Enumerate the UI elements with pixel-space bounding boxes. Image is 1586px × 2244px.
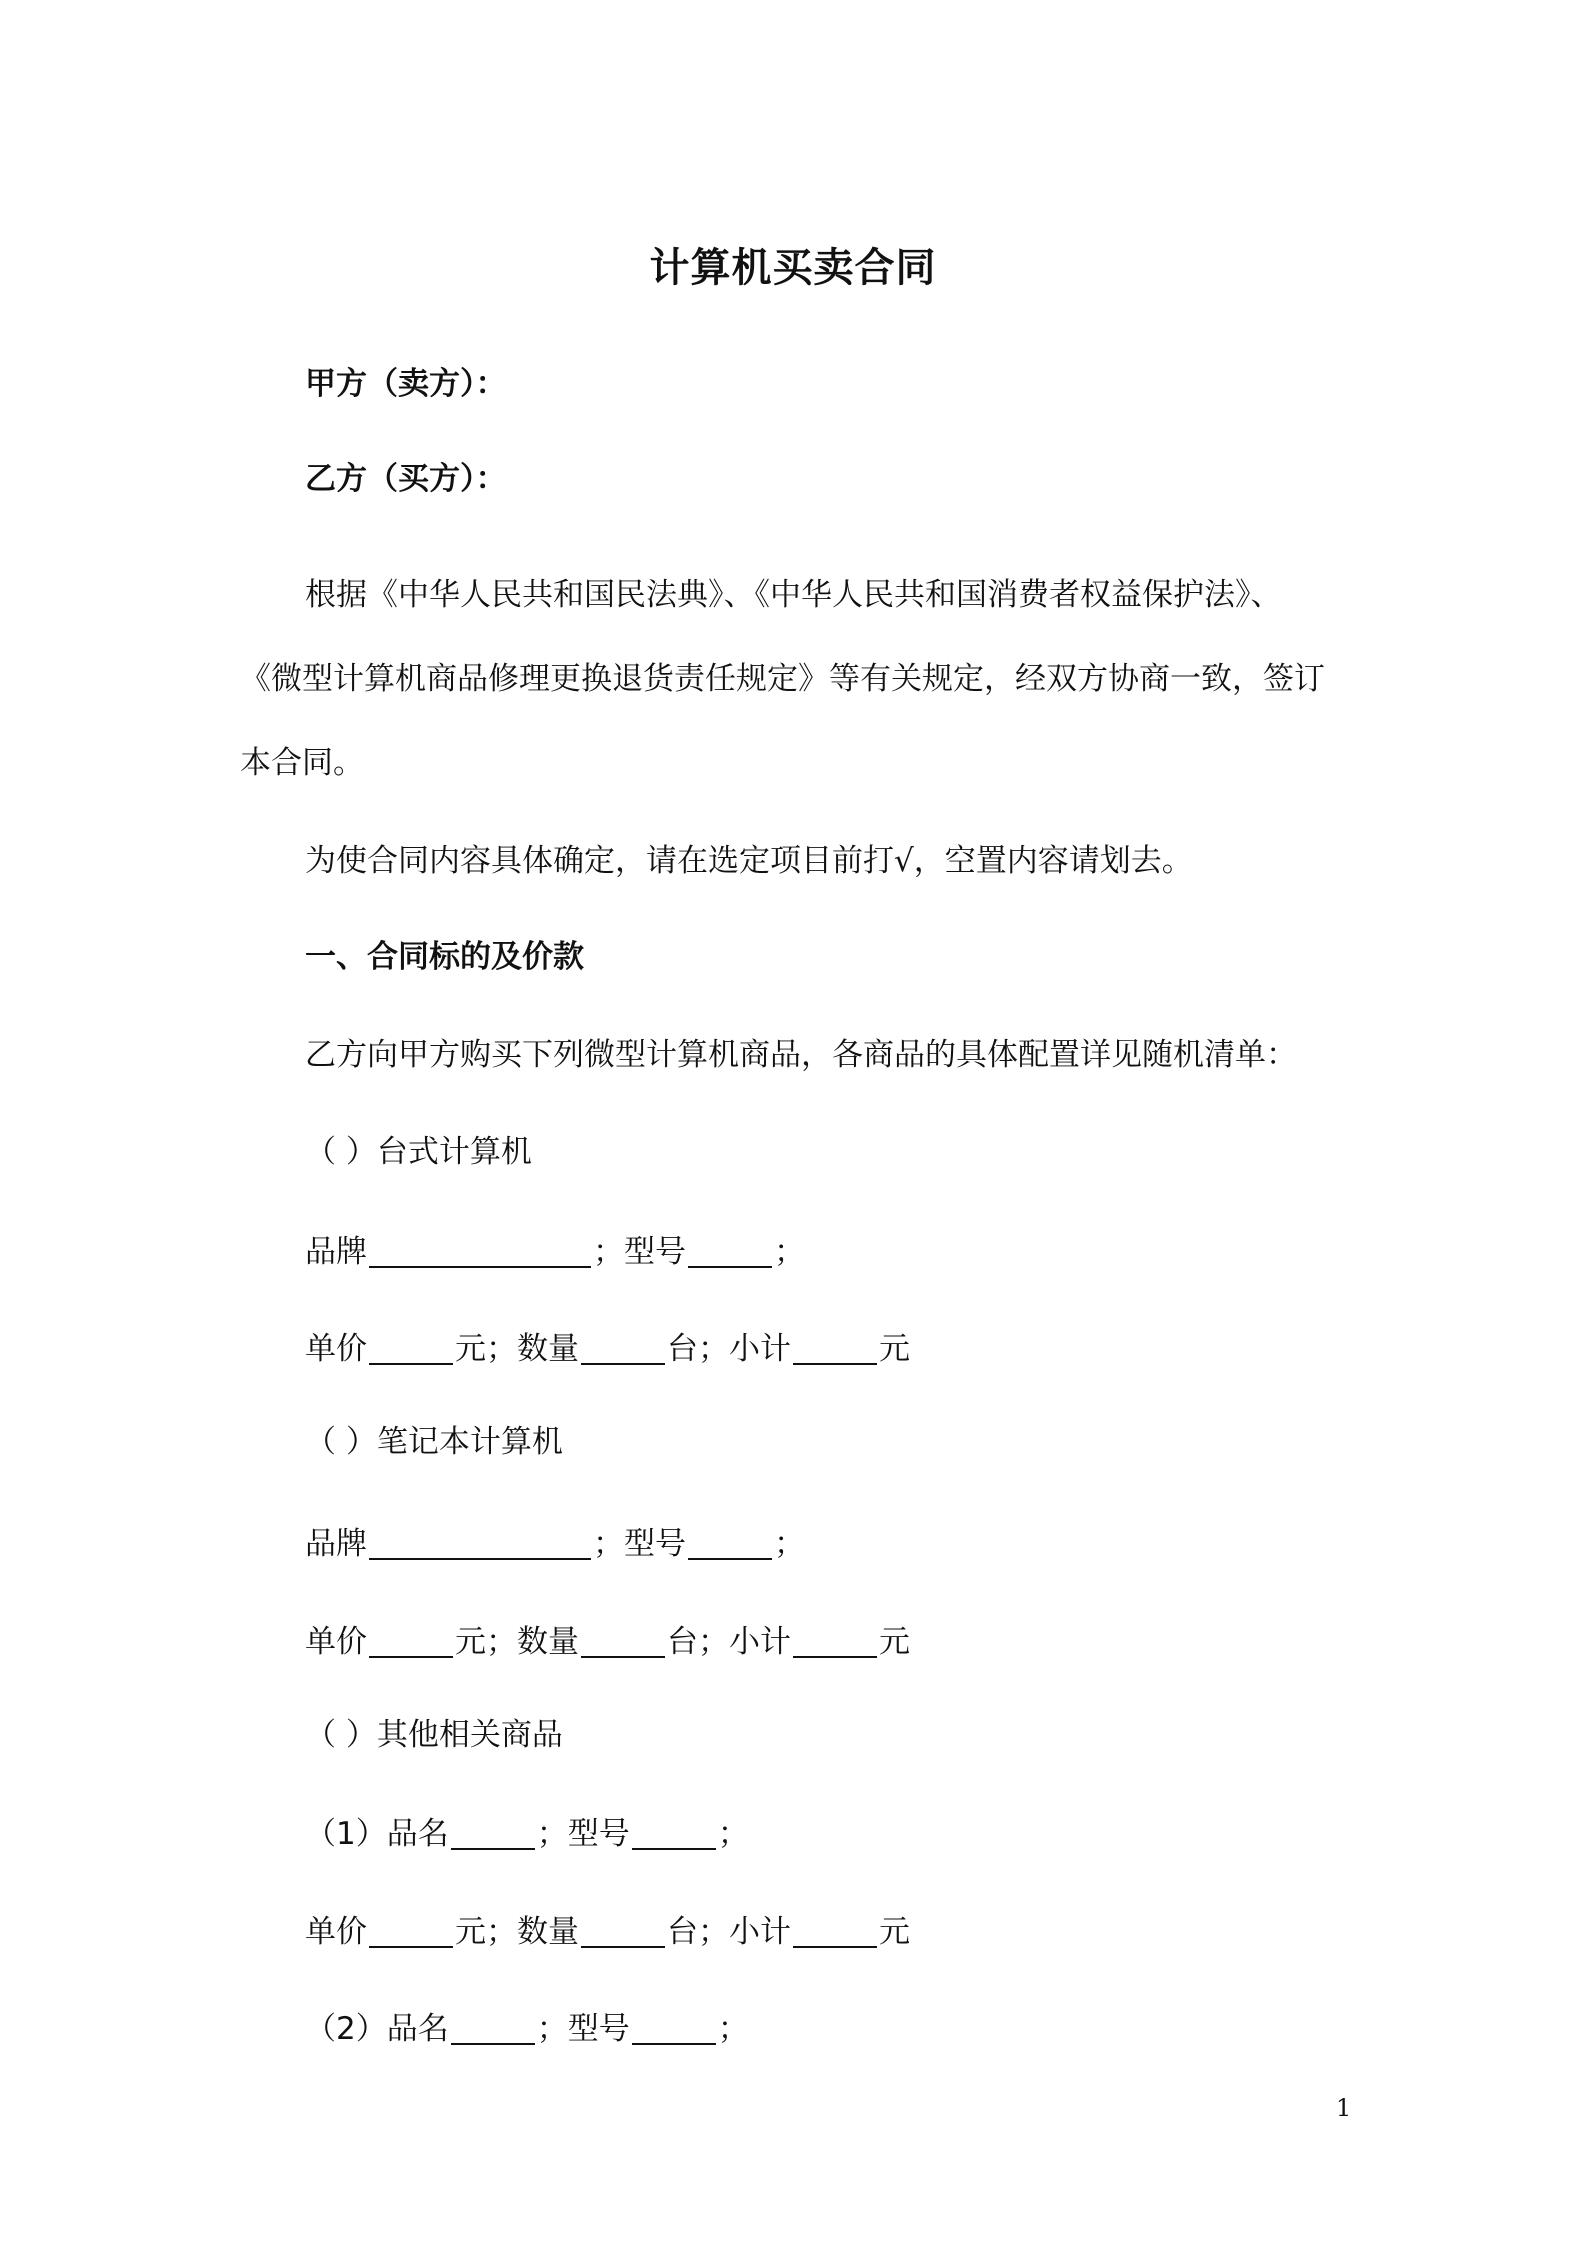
subtotal-blank[interactable] (793, 1329, 877, 1365)
quantity-blank[interactable] (581, 1329, 665, 1365)
model-blank[interactable] (632, 1814, 716, 1850)
semicolon: ； (536, 2011, 568, 2047)
unit-price-label: 单价 (305, 1331, 367, 1367)
laptop-price-line (305, 1620, 1356, 1664)
section-heading: 一、合同标的及价款 (305, 939, 584, 975)
brand-label: 品牌 (305, 1234, 367, 1270)
model-blank[interactable] (632, 2009, 716, 2045)
quantity-blank[interactable] (581, 1912, 665, 1948)
unit-label: 台 (667, 1914, 698, 1950)
semicolon: ； (698, 1624, 729, 1660)
subtotal-label: 小计 (729, 1914, 791, 1950)
unit-label: 台 (667, 1331, 698, 1367)
yuan-label: 元 (455, 1624, 486, 1660)
quantity-label: 数量 (517, 1624, 579, 1660)
quantity-blank[interactable] (581, 1622, 665, 1658)
desktop-price-line (305, 1327, 1356, 1371)
model-label: 型号 (624, 1526, 686, 1562)
product-name-blank[interactable] (451, 2009, 535, 2045)
other-1-line (305, 1812, 1356, 1856)
semicolon: ； (717, 2011, 749, 2047)
subtotal-blank[interactable] (793, 1912, 877, 1948)
intro-line-1: 根据《中华人民共和国民法典》、《中华人民共和国消费者权益保护法》、 (305, 577, 1282, 613)
quantity-label: 数量 (517, 1914, 579, 1950)
semicolon: ； (593, 1526, 624, 1562)
yuan-label: 元 (455, 1331, 486, 1367)
party-b-line: 乙方（买方）： (305, 461, 507, 497)
model-label: 型号 (567, 2011, 630, 2047)
party-a-line: 甲方（卖方）： (305, 366, 507, 402)
semicolon: ； (486, 1624, 517, 1660)
model-label: 型号 (624, 1234, 686, 1270)
section-intro: 乙方向甲方购买下列微型计算机商品，各商品的具体配置详见随机清单： (305, 1037, 1297, 1073)
semicolon: ； (698, 1914, 729, 1950)
unit-price-label: 单价 (305, 1624, 367, 1660)
item-other: （ ）其他相关商品 (305, 1717, 563, 1753)
subtotal-blank[interactable] (793, 1622, 877, 1658)
semicolon: ； (774, 1526, 805, 1562)
semicolon: ； (774, 1234, 805, 1270)
semicolon: ； (698, 1331, 729, 1367)
semicolon: ； (486, 1914, 517, 1950)
other-1-price-line (305, 1910, 1356, 1954)
intro-line-3: 本合同。 (240, 745, 364, 781)
unit-price-blank[interactable] (369, 1329, 453, 1365)
yuan-label: 元 (879, 1914, 910, 1950)
brand-blank[interactable] (369, 1524, 591, 1560)
semicolon: ； (717, 1816, 749, 1852)
product-name-label: 品名 (386, 2011, 449, 2047)
item-number: （2） (305, 2011, 387, 2047)
subtotal-label: 小计 (729, 1331, 791, 1367)
subtotal-label: 小计 (729, 1624, 791, 1660)
laptop-brand-line (305, 1522, 1356, 1566)
product-name-label: 品名 (386, 1816, 449, 1852)
brand-blank[interactable] (369, 1232, 591, 1268)
brand-label: 品牌 (305, 1526, 367, 1562)
unit-price-blank[interactable] (369, 1622, 453, 1658)
unit-label: 台 (667, 1624, 698, 1660)
intro-line-2: 《微型计算机商品修理更换退货责任规定》等有关规定，经双方协商一致，签订 (240, 661, 1325, 697)
page-number: 1 (1336, 2094, 1352, 2122)
model-label: 型号 (567, 1816, 630, 1852)
model-blank[interactable] (688, 1232, 772, 1268)
item-laptop: （ ）笔记本计算机 (305, 1424, 563, 1460)
yuan-label: 元 (455, 1914, 486, 1950)
model-blank[interactable] (688, 1524, 772, 1560)
item-desktop: （ ）台式计算机 (305, 1134, 532, 1170)
yuan-label: 元 (879, 1331, 910, 1367)
desktop-brand-line (305, 1230, 1356, 1274)
unit-price-blank[interactable] (369, 1912, 453, 1948)
quantity-label: 数量 (517, 1331, 579, 1367)
unit-price-label: 单价 (305, 1914, 367, 1950)
item-number: （1） (305, 1816, 387, 1852)
document-title: 计算机买卖合同 (649, 245, 937, 291)
instruction-line: 为使合同内容具体确定，请在选定项目前打√，空置内容请划去。 (305, 843, 1193, 879)
semicolon: ； (536, 1816, 568, 1852)
semicolon: ； (593, 1234, 624, 1270)
yuan-label: 元 (879, 1624, 910, 1660)
other-2-line (305, 2007, 1356, 2051)
product-name-blank[interactable] (451, 1814, 535, 1850)
semicolon: ； (486, 1331, 517, 1367)
